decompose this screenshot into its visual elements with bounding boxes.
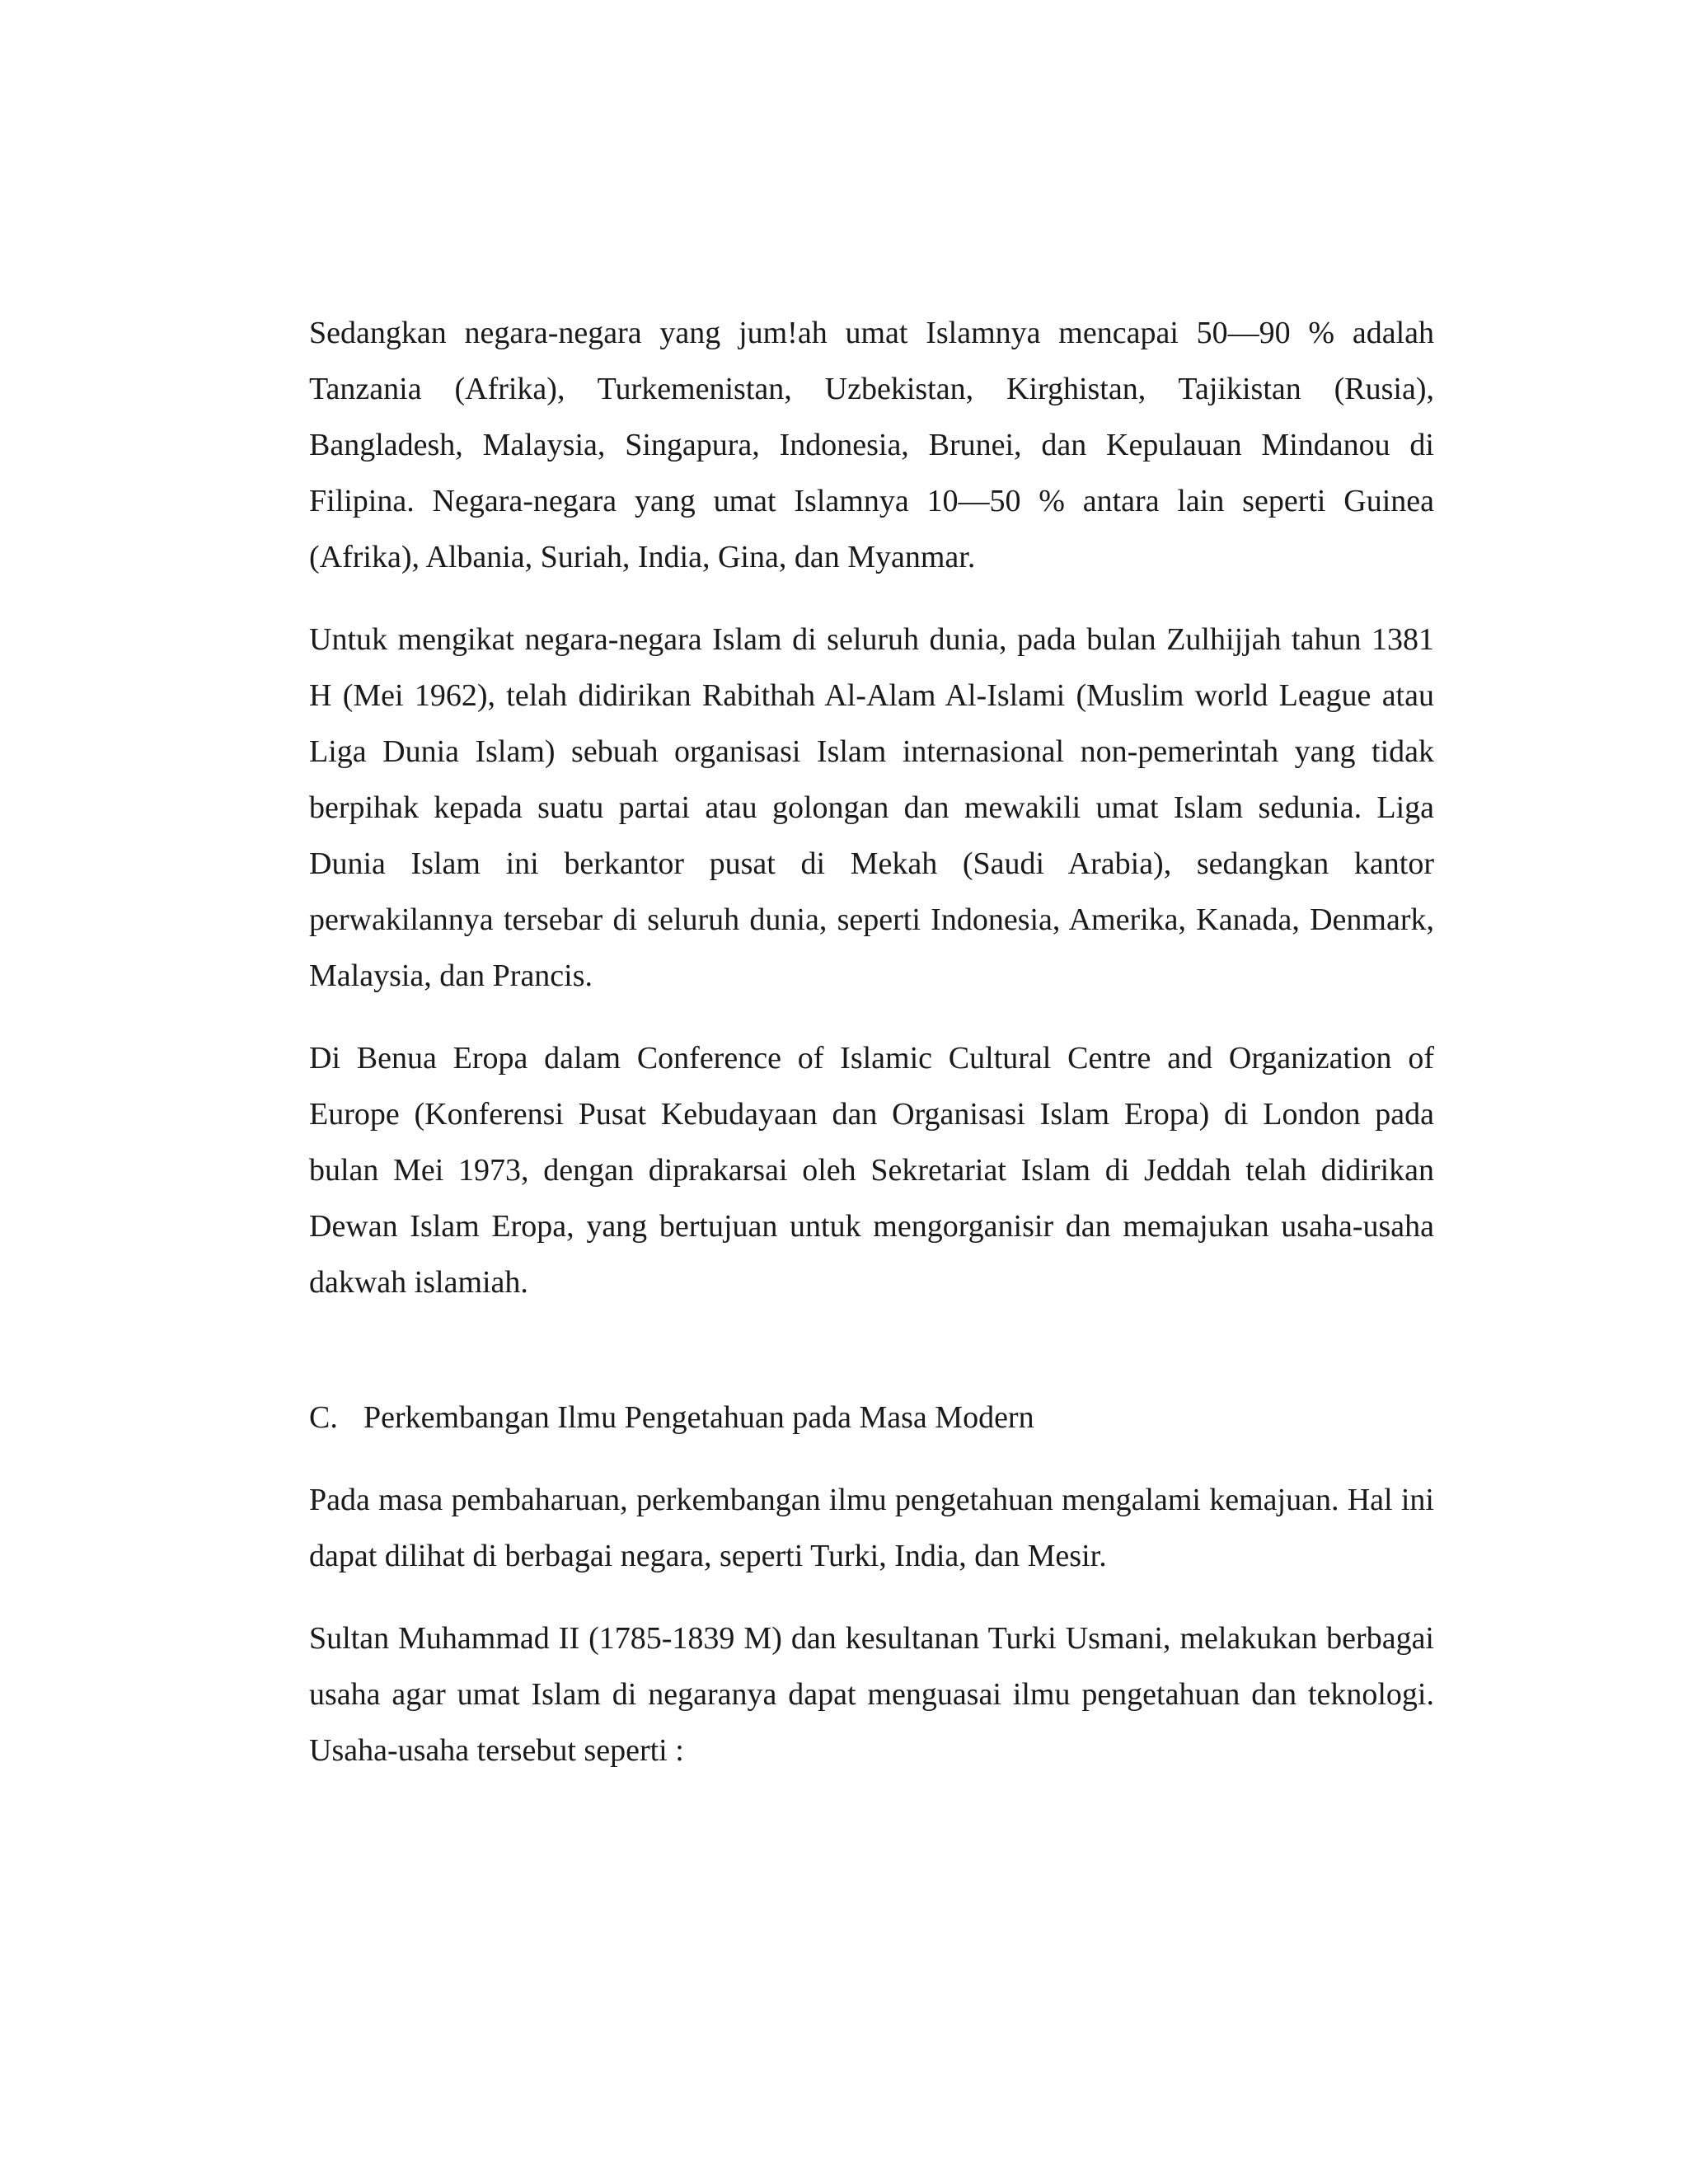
section-title: Perkembangan Ilmu Pengetahuan pada Masa Modern [363,1400,1034,1435]
paragraph-muslim-majority-countries: Sedangkan negara-negara yang jum!ah umat Islamnya mencapai 50—90 % adalah Tanzania (Afrika), Turkemenistan, Uzbekistan, Kirghistan, Tajikistan (Rusia), Bangladesh, Malaysia, Singapura, Indonesia, Brunei, dan Kepulauan Mindanou di Filipina. Negara-negara yang umat Islamnya 10—50 % antara lain seperti Guinea (Afrika), Albania, Suriah, India, Gina, dan Myanmar. [309,316,1434,574]
paragraph-islamic-council-europe: Di Benua Eropa dalam Conference of Islamic Cultural Centre and Organization of Europe (Konferensi Pusat Kebudayaan dan Organisasi Islam Eropa) di London pada bulan Mei 1973, dengan diprakarsai oleh Sekretariat Islam di Jeddah telah didirikan Dewan Islam Eropa, yang bertujuan untuk mengorganisir dan memajukan usaha-usaha dakwah islamiah. [309,1041,1434,1300]
page-content [309,305,1434,1805]
section-number: C. [309,1400,338,1435]
section-heading [309,1390,1434,1446]
paragraph-muslim-world-league: Untuk mengikat negara-negara Islam di seluruh dunia, pada bulan Zulhijjah tahun 1381 H (Mei 1962), telah didirikan Rabithah Al-Alam Al-Islami (Muslim world League atau Liga Dunia Islam) sebuah organisasi Islam internasional non-pemerintah yang tidak berpihak kepada suatu partai atau golongan dan mewakili umat Islam sedunia. Liga Dunia Islam ini berkantor pusat di Mekah (Saudi Arabia), sedangkan kantor perwakilannya tersebar di seluruh dunia, seperti Indonesia, Amerika, Kanada, Denmark, Malaysia, dan Prancis. [309,622,1434,993]
paragraph-science-progress: Pada masa pembaharuan, perkembangan ilmu pengetahuan mengalami kemajuan. Hal ini dapat dilihat di berbagai negara, seperti Turki, India, dan Mesir. [309,1483,1434,1573]
paragraph-sultan-muhammad: Sultan Muhammad II (1785-1839 M) dan kesultanan Turki Usmani, melakukan berbagai usaha agar umat Islam di negaranya dapat menguasai ilmu pengetahuan dan teknologi. Usaha-usaha tersebut seperti : [309,1621,1434,1768]
